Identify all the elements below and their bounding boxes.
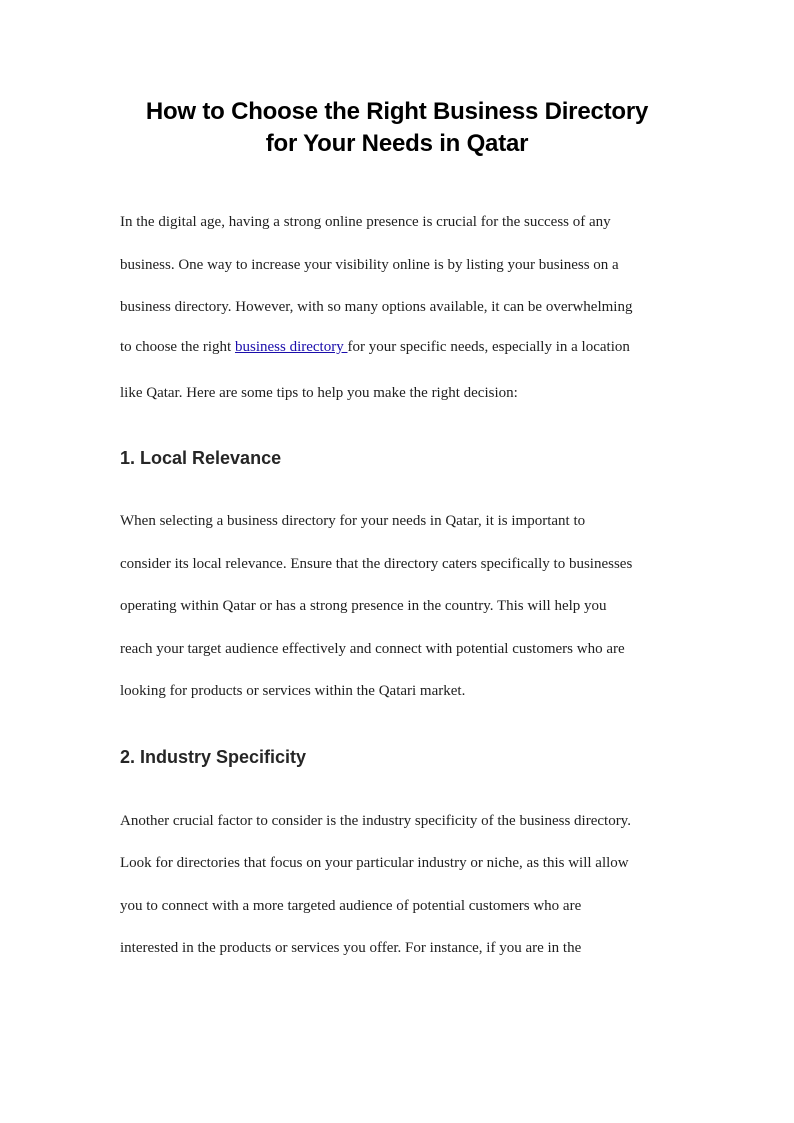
business-directory-link[interactable]: business directory <box>234 339 348 355</box>
section-1-line-2: consider its local relevance. Ensure that the directory caters specifically to businesses <box>120 556 633 572</box>
section-2-line-1: Another crucial factor to consider is the industry specificity of the business directory. <box>120 813 631 829</box>
section-2-line-3: you to connect with a more targeted audience of potential customers who are <box>120 898 582 914</box>
section-1-heading: 1. Local Relevance <box>120 448 282 468</box>
intro-line-1: In the digital age, having a strong online presence is crucial for the success of any <box>120 214 611 230</box>
page-title-line-1: How to Choose the Right Business Directory <box>145 98 649 125</box>
section-2-line-4: interested in the products or services you offer. For instance, if you are in the <box>120 940 582 956</box>
section-1-line-3: operating within Qatar or has a strong presence in the country. This will help you <box>120 598 607 614</box>
intro-line-3: business directory. However, with so many options available, it can be overwhelming <box>120 299 633 315</box>
section-1-line-5: looking for products or services within the Qatari market. <box>120 683 466 699</box>
intro-line-4 <box>120 337 630 357</box>
page-title <box>100 96 694 160</box>
section-1-line-1: When selecting a business directory for your needs in Qatar, it is important to <box>120 513 586 529</box>
section-2-line-2: Look for directories that focus on your particular industry or niche, as this will allow <box>120 855 629 871</box>
intro-line-5: like Qatar. Here are some tips to help you make the right decision: <box>120 385 518 401</box>
section-1-line-4: reach your target audience effectively and connect with potential customers who are <box>120 641 625 657</box>
intro-line-2: business. One way to increase your visibility online is by listing your business on a <box>120 257 619 273</box>
intro-line-4-end: for your specific needs, especially in a location <box>347 339 630 355</box>
section-2-heading: 2. Industry Specificity <box>120 747 307 767</box>
page-title-line-2: for Your Needs in Qatar <box>265 130 529 157</box>
intro-line-4-start: to choose the right <box>120 339 235 355</box>
